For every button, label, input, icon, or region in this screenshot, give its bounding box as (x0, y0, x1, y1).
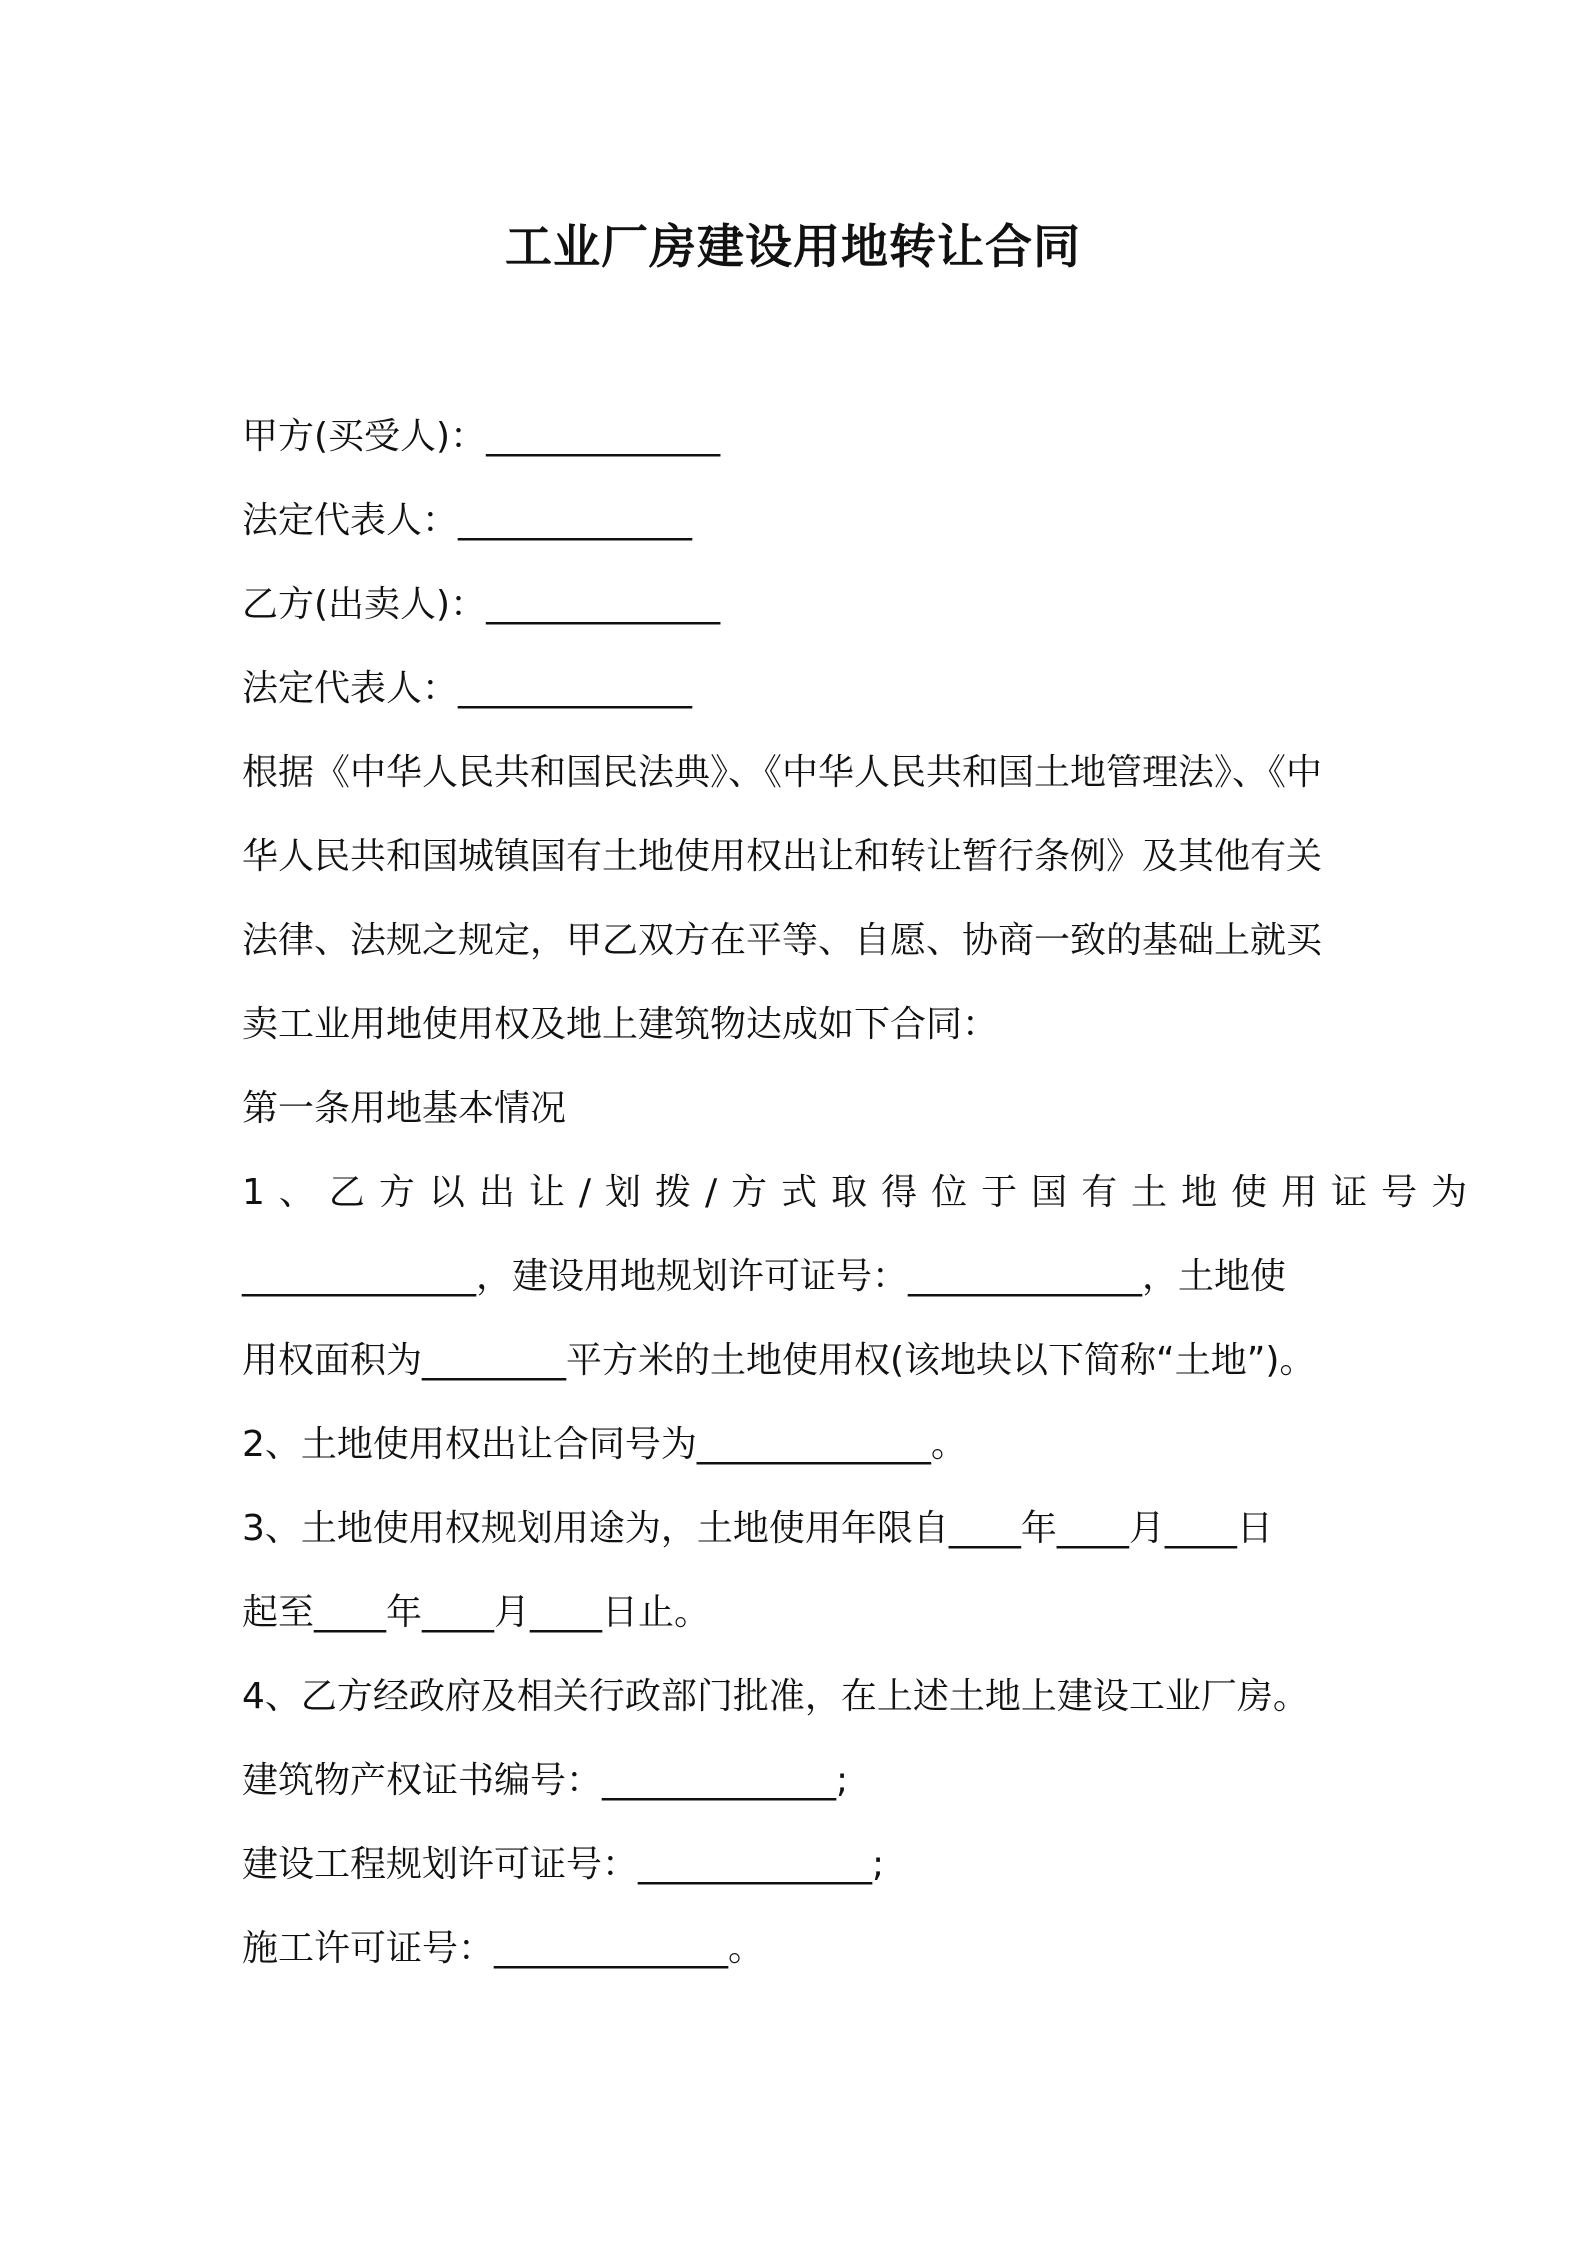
document-title: 工业厂房建设用地转让合同 (505, 220, 1081, 275)
planning-permit-line: 建设工程规划许可证号：_____________; (242, 1844, 885, 1885)
party-b-representative-line: 法定代表人：_____________ (242, 668, 693, 709)
clause-4-line: 4、乙方经政府及相关行政部门批准，在上述土地上建设工业厂房。 (242, 1676, 1309, 1717)
construction-permit-line: 施工许可证号：_____________。 (242, 1928, 765, 1969)
party-a-representative-line: 法定代表人：_____________ (242, 500, 693, 541)
building-certificate-line: 建筑物产权证书编号：_____________; (242, 1760, 849, 1801)
clause-1-line-3: 用权面积为________平方米的土地使用权(该地块以下简称“土地”)。 (242, 1340, 1316, 1381)
article-one-heading: 第一条用地基本情况 (242, 1088, 567, 1129)
clause-1-line-2: _____________，建设用地规划许可证号：_____________，土地使 (242, 1256, 1287, 1297)
preamble-line-1: 根据《中华人民共和国民法典》、《中华人民共和国土地管理法》、《中 (242, 752, 1323, 793)
preamble-line-2: 华人民共和国城镇国有土地使用权出让和转让暂行条例》及其他有关 (242, 836, 1323, 877)
clause-1-line-1: 1、乙方以出让/划拨/方式取得位于国有土地使用证号为 (242, 1172, 1482, 1213)
preamble-line-4: 卖工业用地使用权及地上建筑物达成如下合同： (242, 1004, 999, 1045)
preamble-line-3: 法律、法规之规定，甲乙双方在平等、自愿、协商一致的基础上就买 (242, 920, 1323, 961)
clause-3-line-1: 3、土地使用权规划用途为，土地使用年限自____年____月____日 (242, 1508, 1273, 1549)
party-a-line: 甲方(买受人)：_____________ (242, 416, 721, 457)
clause-3-line-2: 起至____年____月____日止。 (242, 1592, 711, 1633)
clause-2-line: 2、土地使用权出让合同号为_____________。 (242, 1424, 967, 1465)
party-b-line: 乙方(出卖人)：_____________ (242, 584, 721, 625)
